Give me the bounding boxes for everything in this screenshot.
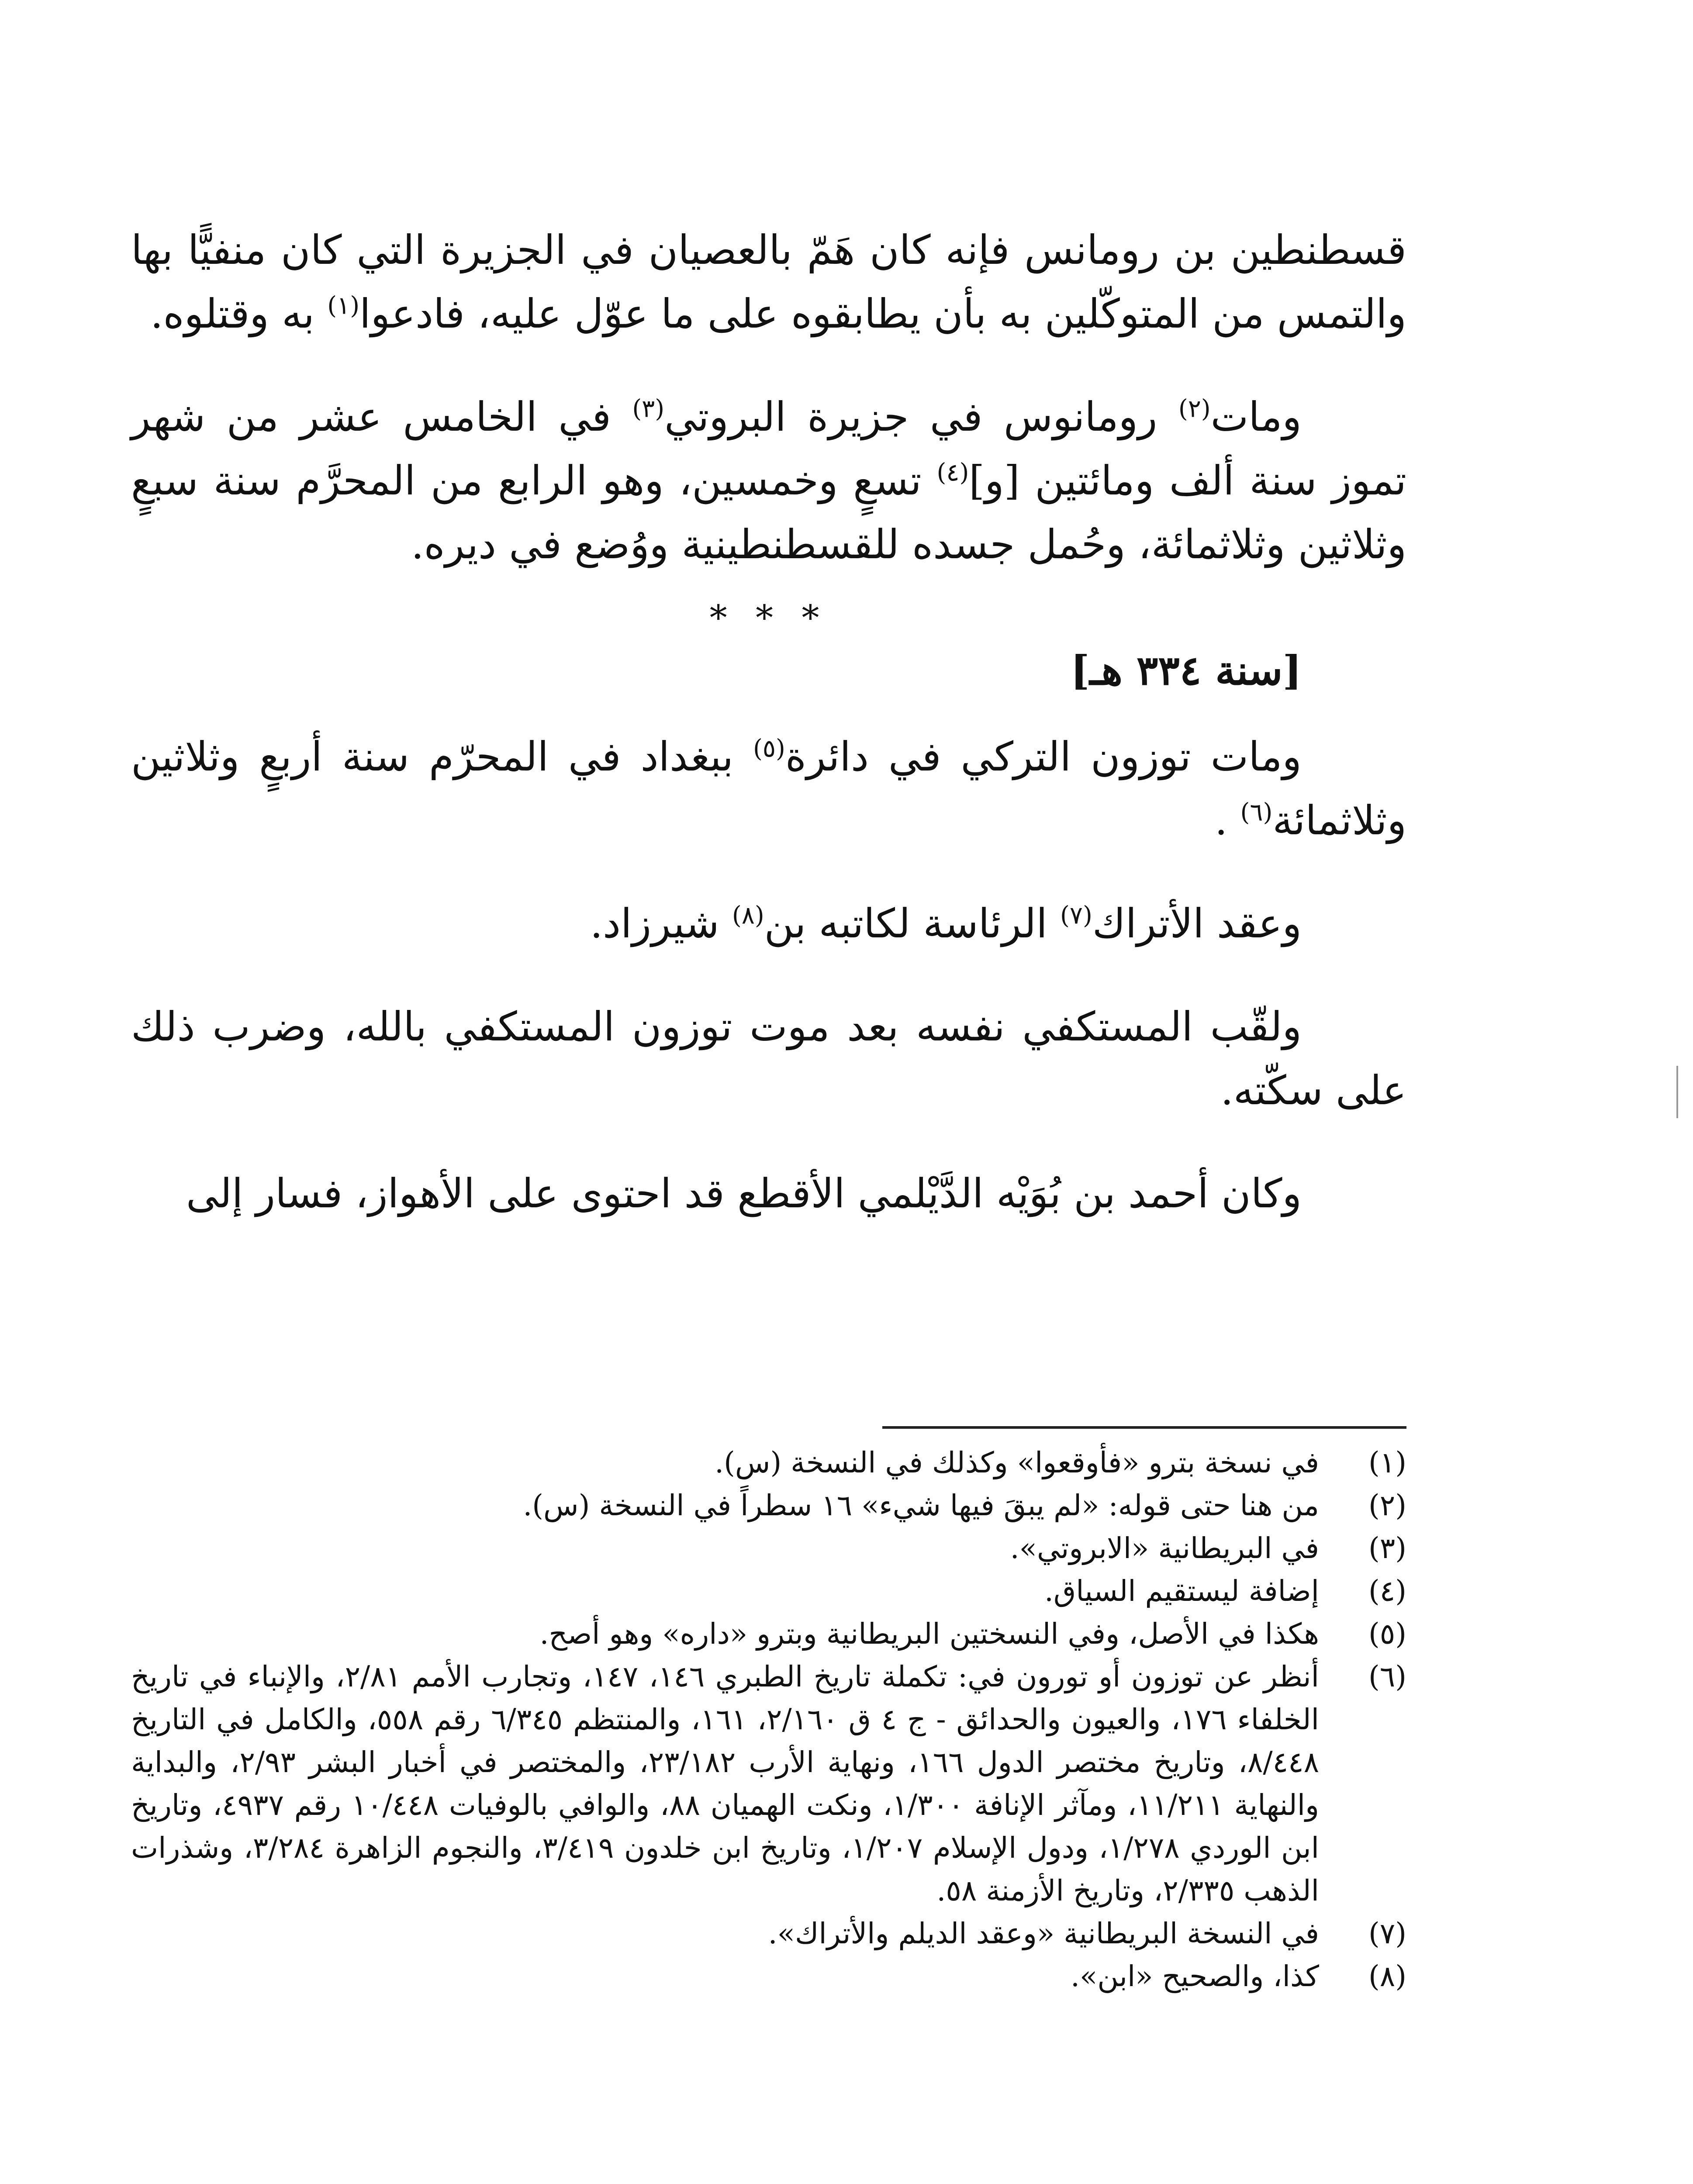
footnote-text: في نسخة بترو «فأوقعوا» وكذلك في النسخة (س). — [715, 1446, 1319, 1479]
footnote-ref-8[interactable]: (٨) — [732, 901, 764, 930]
footnote-number: (٤) — [1368, 1574, 1406, 1608]
footnote-ref-7[interactable]: (٧) — [1060, 901, 1092, 930]
footnote-text: أنظر عن توزون أو تورون في: تكملة تاريخ الطبري ١٤٦، ١٤٧، وتجارب الأمم ٢/٨١، والإنباء في تاريخ الخلفاء ١٧٦، والعيون والحدائق - ج ٤ ق ٢/١٦٠، ١٦١، والمنتظم ٦/٣٤٥ رقم ٥٥٨، والكامل في التاريخ ٨/٤٤٨، وتاريخ مختصر الدول ١٦٦، ونهاية الأرب ٢٣/١٨٢، والمختصر في أخبار البشر ٢/٩٣، والبداية والنهاية ١١/٢١١، ومآثر الإنافة ١/٣٠٠، ونكت الهميان ٨٨، والوافي بالوفيات ١٠/٤٤٨ رقم ٤٩٣٧، وتاريخ ابن الوردي ١/٢٧٨، ودول الإسلام ١/٢٠٧، وتاريخ ابن خلدون ٣/٤١٩، والنجوم الزاهرة ٣/٢٨٤، وشذرات الذهب ٢/٣٣٥، وتاريخ الأزمنة ٥٨. — [131, 1660, 1320, 1908]
footnote-ref-1[interactable]: (١) — [327, 291, 360, 320]
footnote-number: (٧) — [1368, 1917, 1406, 1950]
footnote-5 — [131, 1613, 1406, 1655]
footnote-number: (١) — [1368, 1446, 1406, 1479]
footnote-number: (٢) — [1368, 1489, 1406, 1522]
footnote-6 — [131, 1655, 1406, 1912]
footnote-text: كذا، والصحيح «ابن». — [1070, 1959, 1319, 1993]
footnote-8 — [131, 1955, 1406, 1998]
footnote-text: من هنا حتى قوله: «لم يبقَ فيها شيء» ١٦ سطراً في النسخة (س). — [523, 1489, 1319, 1522]
paragraph-4: وعقد الأتراك$^{(٧)}$ الرئاسة لكاتبه بن$^{(٨)}$ شيرزاد. — [590, 900, 1302, 947]
footnote-3 — [131, 1527, 1406, 1570]
footnote-4 — [131, 1570, 1406, 1613]
footnote-text: هكذا في الأصل، وفي النسختين البريطانية وبترو «داره» وهو أصح. — [539, 1617, 1319, 1651]
footnote-text: إضافة ليستقيم السياق. — [1044, 1574, 1319, 1608]
footnote-ref-4[interactable]: (٤) — [936, 458, 969, 487]
year-heading: [سنة ٣٣٤ هـ] — [1070, 647, 1302, 694]
footnote-number: (٦) — [1368, 1660, 1406, 1693]
section-separator: * * * — [709, 598, 828, 638]
footnote-1 — [131, 1441, 1406, 1484]
footnote-ref-3[interactable]: (٣) — [632, 394, 665, 423]
scan-edge-artifact — [1676, 1066, 1678, 1118]
footnote-divider — [882, 1426, 1406, 1429]
main-text — [131, 218, 1406, 1265]
paragraph-5: ولقّب المستكفي نفسه بعد موت توزون المستكفي بالله، وضرب ذلك على سكّته. — [131, 1003, 1406, 1114]
paragraph-1: قسطنطين بن رومانس فإنه كان هَمّ بالعصيان في الجزيرة التي كان منفيًّا بها والتمس من المتوكّلين به بأن يطابقوه على ما عوّل عليه، فادعوا$^{(١)}$ به وقتلوه. — [131, 227, 1406, 337]
footnote-2 — [131, 1484, 1406, 1527]
paragraph-6: وكان أحمد بن بُوَيْه الدَّيْلمي الأقطع قد احتوى على الأهواز، فسار إلى — [186, 1170, 1302, 1217]
paragraph-3: ومات توزون التركي في دائرة$^{(٥)}$ ببغداد في المحرّم سنة أربعٍ وثلاثين وثلاثمائة$^{(٦)}$ . — [131, 733, 1406, 844]
footnote-ref-5[interactable]: (٥) — [753, 734, 785, 763]
footnotes — [131, 1441, 1406, 1998]
footnote-number: (٨) — [1368, 1959, 1406, 1993]
footnote-number: (٣) — [1368, 1531, 1406, 1565]
footnote-text: في البريطانية «الابروتي». — [1010, 1531, 1319, 1565]
paragraph-2: ومات$^{(٢)}$ رومانوس في جزيرة البروتي$^{(٣)}$ في الخامس عشر من شهر تموز سنة ألف ومائتين [و]$^{(٤)}$ تسعٍ وخمسين، وهو الرابع من المحرَّم سنة سبعٍ وثلاثين وثلاثمائة، وحُمل جسده للقسطنطينية ووُضع في ديره. — [131, 394, 1406, 568]
footnote-ref-6[interactable]: (٦) — [1240, 798, 1273, 827]
footnote-7 — [131, 1912, 1406, 1955]
footnote-number: (٥) — [1368, 1617, 1406, 1651]
footnote-text: في النسخة البريطانية «وعقد الديلم والأتراك». — [768, 1917, 1319, 1950]
footnote-ref-2[interactable]: (٢) — [1178, 394, 1211, 423]
